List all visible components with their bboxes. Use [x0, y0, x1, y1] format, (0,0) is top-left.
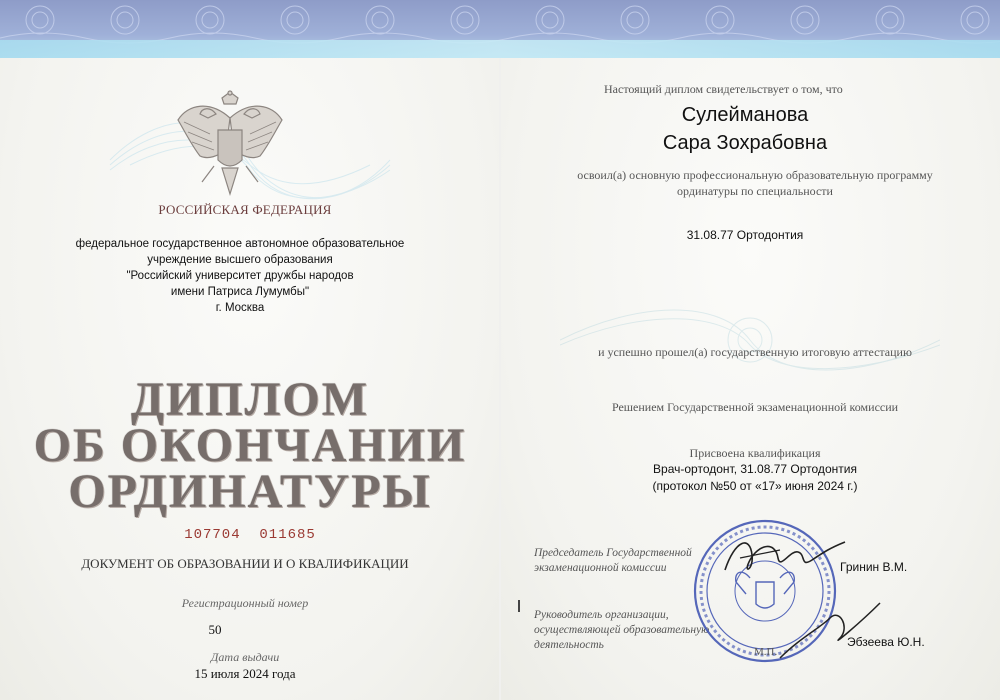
registration-number: 50: [208, 622, 222, 637]
head-label-line: осуществляющей образовательную: [534, 624, 710, 636]
institution-city: г. Москва: [215, 302, 265, 314]
head-signature-icon: [770, 598, 890, 668]
qualification-label: Присвоена квалификация: [689, 446, 821, 460]
qualification: Врач-ортодонт, 31.08.77 Ортодонтия: [653, 462, 857, 476]
band-rosette-pattern: [0, 0, 1000, 45]
institution-line: имени Патриса Лумумбы": [170, 286, 310, 298]
specialty: 31.08.77 Ортодонтия: [686, 228, 804, 242]
graduate-given-names: Сара Зохрабовна: [662, 132, 828, 154]
head-label-line: Руководитель организации,: [534, 609, 669, 621]
diploma-title-line: ДИПЛОМ: [130, 373, 370, 426]
coat-of-arms-icon: [170, 90, 290, 205]
diploma-title-line: ОРДИНАТУРЫ: [68, 465, 432, 518]
institution-line: учреждение высшего образования: [147, 254, 333, 266]
diploma-number: 107704 011685: [184, 527, 316, 543]
program-text: ординатуры по специальности: [677, 184, 833, 198]
stamp-mark: М.П.: [754, 646, 778, 658]
issue-date-label: Дата выдачи: [210, 650, 280, 664]
chair-signature-icon: [720, 530, 850, 585]
document-type: ДОКУМЕНТ ОБ ОБРАЗОВАНИИ И О КВАЛИФИКАЦИИ: [81, 556, 409, 571]
protocol: (протокол №50 от «17» июня 2024 г.): [652, 479, 858, 493]
registration-label: Регистрационный номер: [181, 596, 309, 610]
commission-text: Решением Государственной экзаменационной комиссии: [611, 400, 899, 414]
issue-date: 15 июля 2024 года: [194, 666, 296, 681]
page-fold: [499, 58, 501, 700]
graduate-surname: Сулейманова: [681, 104, 809, 126]
institution-line: "Российский университет дружбы народов: [126, 270, 354, 282]
attestation-text: и успешно прошел(а) государственную итоговую аттестацию: [598, 345, 912, 359]
margin-mark: [518, 600, 520, 612]
institution-line: федеральное государственное автономное образовательное: [75, 238, 405, 250]
top-decorative-band: [0, 0, 1000, 58]
chair-label-line: Председатель Государственной: [534, 547, 692, 559]
watermark-swirl: [560, 300, 940, 380]
diploma-title-line: ОБ ОКОНЧАНИИ: [33, 419, 467, 472]
program-text: освоил(а) основную профессиональную образовательную программу: [577, 168, 933, 182]
chair-label-line: экзаменационной комиссии: [534, 562, 667, 574]
head-label-line: деятельность: [534, 639, 604, 651]
certifies-text: Настоящий диплом свидетельствует о том, что: [604, 82, 843, 96]
federation-label: РОССИЙСКАЯ ФЕДЕРАЦИЯ: [158, 202, 332, 217]
chair-name: Гринин В.М.: [840, 560, 908, 574]
head-name: Эбзеева Ю.Н.: [847, 635, 925, 649]
